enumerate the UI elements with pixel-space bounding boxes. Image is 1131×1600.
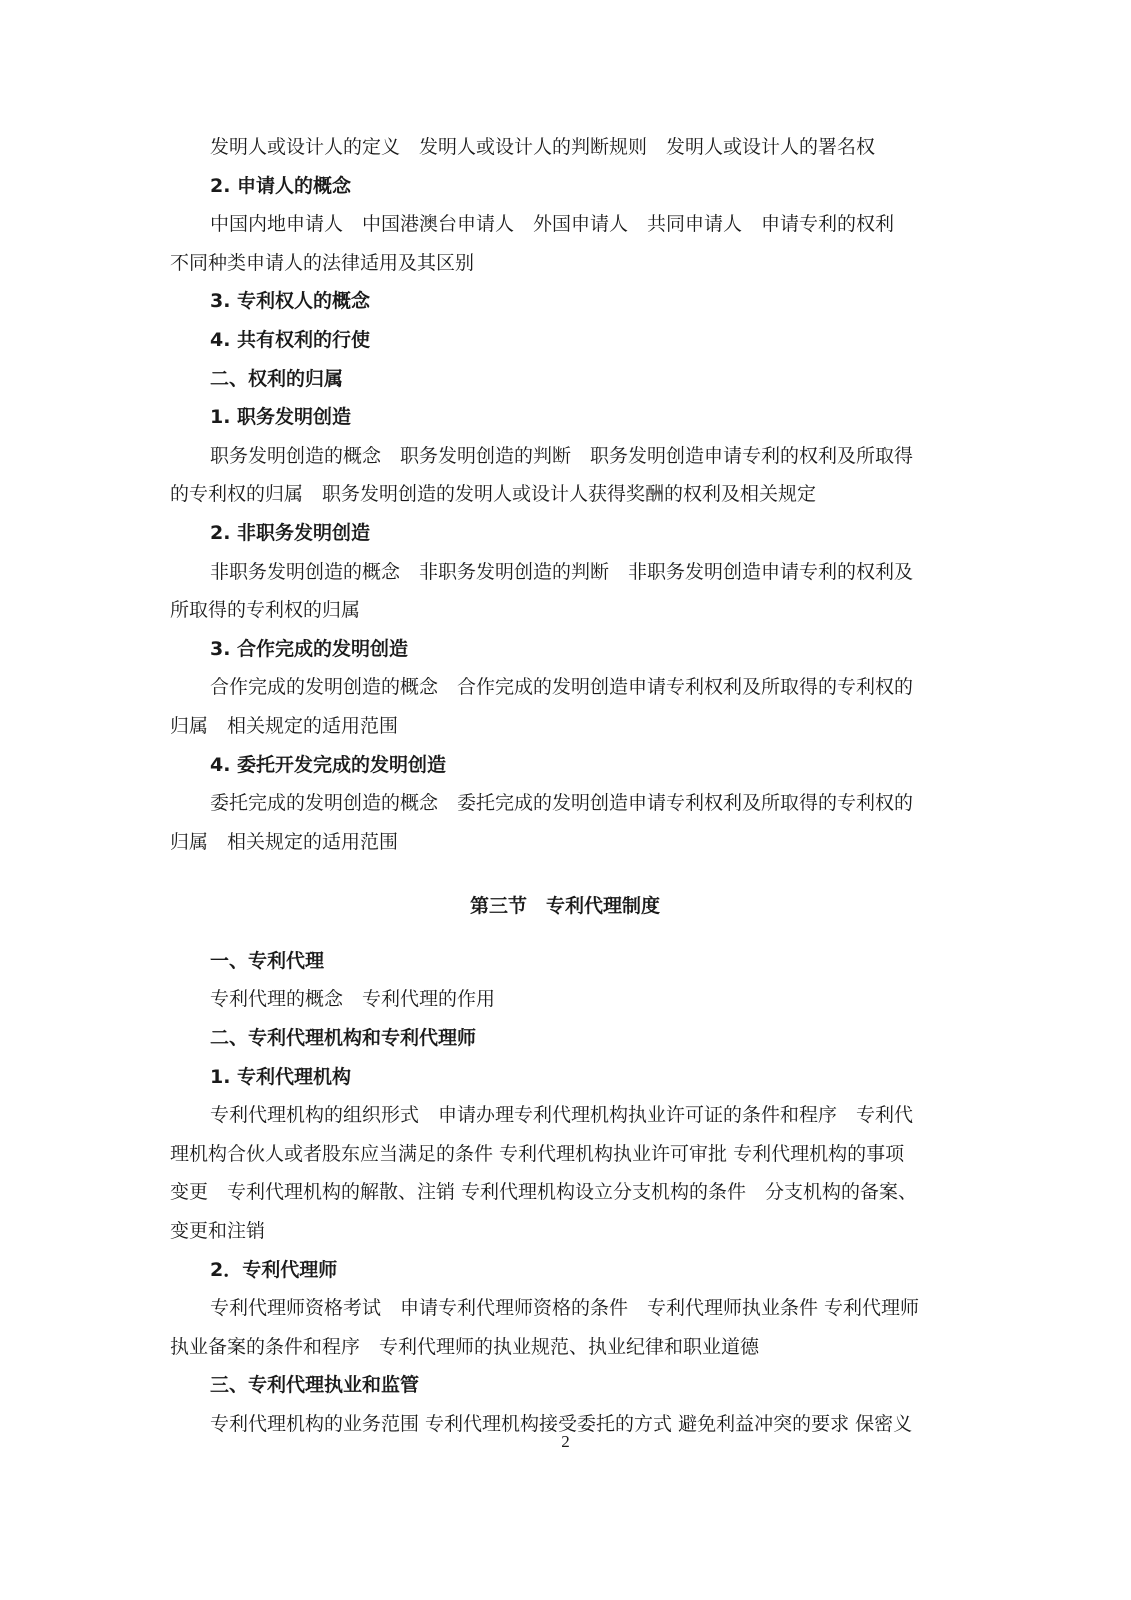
body-text: 归属 相关规定的适用范围 (170, 714, 399, 737)
body-text: 中国内地申请人 中国港澳台申请人 外国申请人 共同申请人 申请专利的权利 (210, 213, 895, 236)
body-text: 执业备案的条件和程序 专利代理师的执业规范、执业纪律和职业道德 (170, 1335, 760, 1358)
body-text: 专利代理的概念 专利代理的作用 (210, 988, 496, 1011)
body-text: 归属 相关规定的适用范围 (170, 830, 399, 853)
subheading: 4. 委托开发完成的发明创造 (210, 753, 447, 776)
subheading: 2. 非职务发明创造 (210, 521, 371, 544)
body-text: 合作完成的发明创造的概念 合作完成的发明创造申请专利权利及所取得的专利权的 (210, 676, 914, 699)
body-text: 委托完成的发明创造的概念 委托完成的发明创造申请专利权利及所取得的专利权的 (210, 792, 914, 815)
body-text: 非职务发明创造的概念 非职务发明创造的判断 非职务发明创造申请专利的权利及 (210, 560, 914, 583)
body-text: 发明人或设计人的定义 发明人或设计人的判断规则 发明人或设计人的署名权 (210, 136, 876, 158)
body-text: 专利代理机构的组织形式 申请办理专利代理机构执业许可证的条件和程序 专利代 (210, 1104, 914, 1127)
body-text: 的专利权的归属 职务发明创造的发明人或设计人获得奖酬的权利及相关规定 (170, 483, 817, 506)
heading: 一、专利代理 (210, 949, 325, 972)
body-text: 所取得的专利权的归属 (170, 599, 361, 622)
page-body (170, 128, 960, 1444)
body-text: 专利代理机构的业务范围 专利代理机构接受委托的方式 避免利益冲突的要求 保密义 (210, 1413, 913, 1435)
body-text: 专利代理师资格考试 申请专利代理师资格的条件 专利代理师执业条件 专利代理师 (210, 1297, 920, 1320)
body-text: 变更 专利代理机构的解散、注销 专利代理机构设立分支机构的条件 分支机构的备案、 (170, 1181, 918, 1204)
body-text: 不同种类申请人的法律适用及其区别 (170, 251, 475, 274)
body-text: 变更和注销 (170, 1220, 266, 1243)
subheading: 3. 合作完成的发明创造 (210, 637, 409, 660)
heading: 二、专利代理机构和专利代理师 (210, 1027, 477, 1050)
subheading: 3. 专利权人的概念 (210, 290, 371, 313)
body-text: 理机构合伙人或者股东应当满足的条件 专利代理机构执业许可审批 专利代理机构的事项 (170, 1142, 905, 1165)
subheading: 4. 共有权利的行使 (210, 328, 371, 351)
subheading: 2. 申请人的概念 (210, 174, 352, 197)
subheading: 1. 职务发明创造 (210, 406, 352, 429)
body-text: 职务发明创造的概念 职务发明创造的判断 职务发明创造申请专利的权利及所取得 (210, 444, 914, 467)
heading: 二、权利的归属 (210, 367, 344, 390)
section-title: 第三节 专利代理制度 (469, 895, 660, 918)
page-number: 2 (561, 1432, 570, 1451)
subheading: 2．专利代理师 (210, 1258, 338, 1281)
heading: 三、专利代理执业和监管 (210, 1374, 420, 1397)
subheading: 1. 专利代理机构 (210, 1065, 352, 1088)
